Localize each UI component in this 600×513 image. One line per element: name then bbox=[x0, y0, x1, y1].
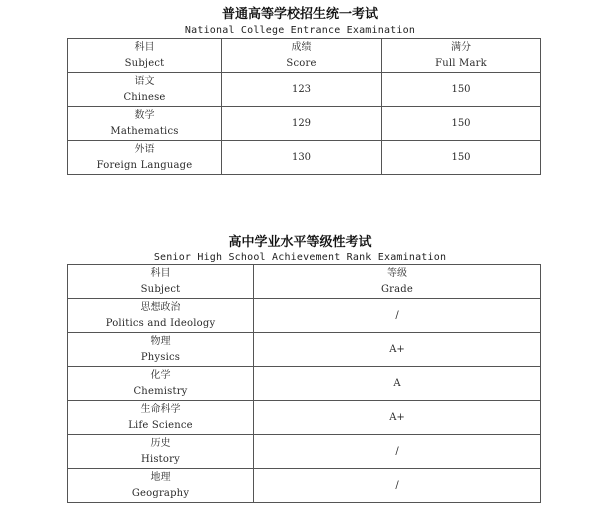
full-mark-value: 150 bbox=[451, 117, 471, 129]
table-row bbox=[68, 141, 541, 175]
score-value: 123 bbox=[291, 83, 312, 95]
exam1-title: 普通高等学校招生统一考试 bbox=[221, 7, 378, 22]
subject-zh: 地理 bbox=[150, 471, 171, 483]
exam2-subtitle: Senior High School Achievement Rank Examination bbox=[153, 252, 447, 263]
score-value: 130 bbox=[291, 151, 312, 163]
exam2-table bbox=[67, 264, 541, 503]
full-mark-cell bbox=[382, 73, 541, 107]
grade-cell bbox=[254, 469, 541, 503]
header-full-en: Full Mark bbox=[435, 57, 487, 69]
header-subject-zh: 科目 bbox=[134, 41, 155, 53]
subject-en: Politics and Ideology bbox=[105, 317, 216, 329]
subject-cell bbox=[68, 367, 254, 401]
table-row bbox=[68, 107, 541, 141]
grade-cell bbox=[254, 367, 541, 401]
subject-en: Chinese bbox=[123, 91, 166, 103]
subject-cell bbox=[68, 141, 222, 175]
header-subject bbox=[68, 39, 222, 73]
score-cell bbox=[222, 141, 382, 175]
header-subject-zh: 科目 bbox=[150, 267, 171, 279]
header-grade bbox=[254, 265, 541, 299]
subject-en: Mathematics bbox=[110, 125, 179, 137]
subject-en: Geography bbox=[131, 487, 190, 499]
subject-cell bbox=[68, 107, 222, 141]
subject-cell bbox=[68, 299, 254, 333]
subject-zh: 语文 bbox=[134, 75, 155, 87]
grade-cell bbox=[254, 333, 541, 367]
full-mark-cell bbox=[382, 107, 541, 141]
full-mark-value: 150 bbox=[451, 83, 471, 95]
full-mark-value: 150 bbox=[451, 151, 471, 163]
subject-zh: 化学 bbox=[150, 369, 171, 381]
score-value: 129 bbox=[291, 117, 312, 129]
subject-en: Life Science bbox=[128, 419, 193, 431]
full-mark-cell bbox=[382, 141, 541, 175]
subject-zh: 外语 bbox=[134, 143, 155, 155]
grade-value: A+ bbox=[389, 411, 405, 423]
exam2-title: 高中学业水平等级性考试 bbox=[228, 235, 372, 250]
grade-value: A bbox=[393, 377, 401, 389]
header-subject-en: Subject bbox=[140, 283, 181, 295]
subject-en: Foreign Language bbox=[96, 159, 193, 171]
header-score bbox=[222, 39, 382, 73]
table-header-row bbox=[68, 265, 541, 299]
subject-en: Chemistry bbox=[133, 385, 188, 397]
table-row bbox=[68, 401, 541, 435]
grade-cell bbox=[254, 401, 541, 435]
table-row bbox=[68, 367, 541, 401]
subject-cell bbox=[68, 401, 254, 435]
table-row bbox=[68, 333, 541, 367]
subject-zh: 思想政治 bbox=[140, 301, 181, 313]
subject-cell bbox=[68, 469, 254, 503]
table-row bbox=[68, 299, 541, 333]
header-full-zh: 满分 bbox=[451, 41, 471, 53]
grade-value: A+ bbox=[389, 343, 405, 355]
exam1-table bbox=[67, 38, 541, 175]
header-grade-en: Grade bbox=[380, 283, 414, 295]
subject-zh: 历史 bbox=[150, 437, 171, 449]
header-score-zh: 成绩 bbox=[291, 41, 312, 53]
exam1-subtitle: National College Entrance Examination bbox=[184, 25, 416, 36]
grade-value: / bbox=[395, 479, 399, 491]
grade-value: / bbox=[395, 309, 399, 321]
subject-cell bbox=[68, 333, 254, 367]
header-subject-en: Subject bbox=[124, 57, 165, 69]
subject-en: History bbox=[141, 453, 180, 465]
subject-zh: 数学 bbox=[134, 109, 155, 121]
header-subject bbox=[68, 265, 254, 299]
grade-cell bbox=[254, 299, 541, 333]
score-cell bbox=[222, 107, 382, 141]
table-header-row bbox=[68, 39, 541, 73]
table-row bbox=[68, 435, 541, 469]
header-grade-zh: 等级 bbox=[387, 267, 407, 279]
score-cell bbox=[222, 73, 382, 107]
header-score-en: Score bbox=[286, 57, 317, 69]
subject-cell bbox=[68, 73, 222, 107]
table-row bbox=[68, 469, 541, 503]
grade-cell bbox=[254, 435, 541, 469]
subject-zh: 物理 bbox=[150, 335, 171, 347]
table-row bbox=[68, 73, 541, 107]
subject-en: Physics bbox=[140, 351, 181, 363]
header-full-mark bbox=[382, 39, 541, 73]
subject-zh: 生命科学 bbox=[140, 403, 181, 415]
subject-cell bbox=[68, 435, 254, 469]
grade-value: / bbox=[395, 445, 399, 457]
